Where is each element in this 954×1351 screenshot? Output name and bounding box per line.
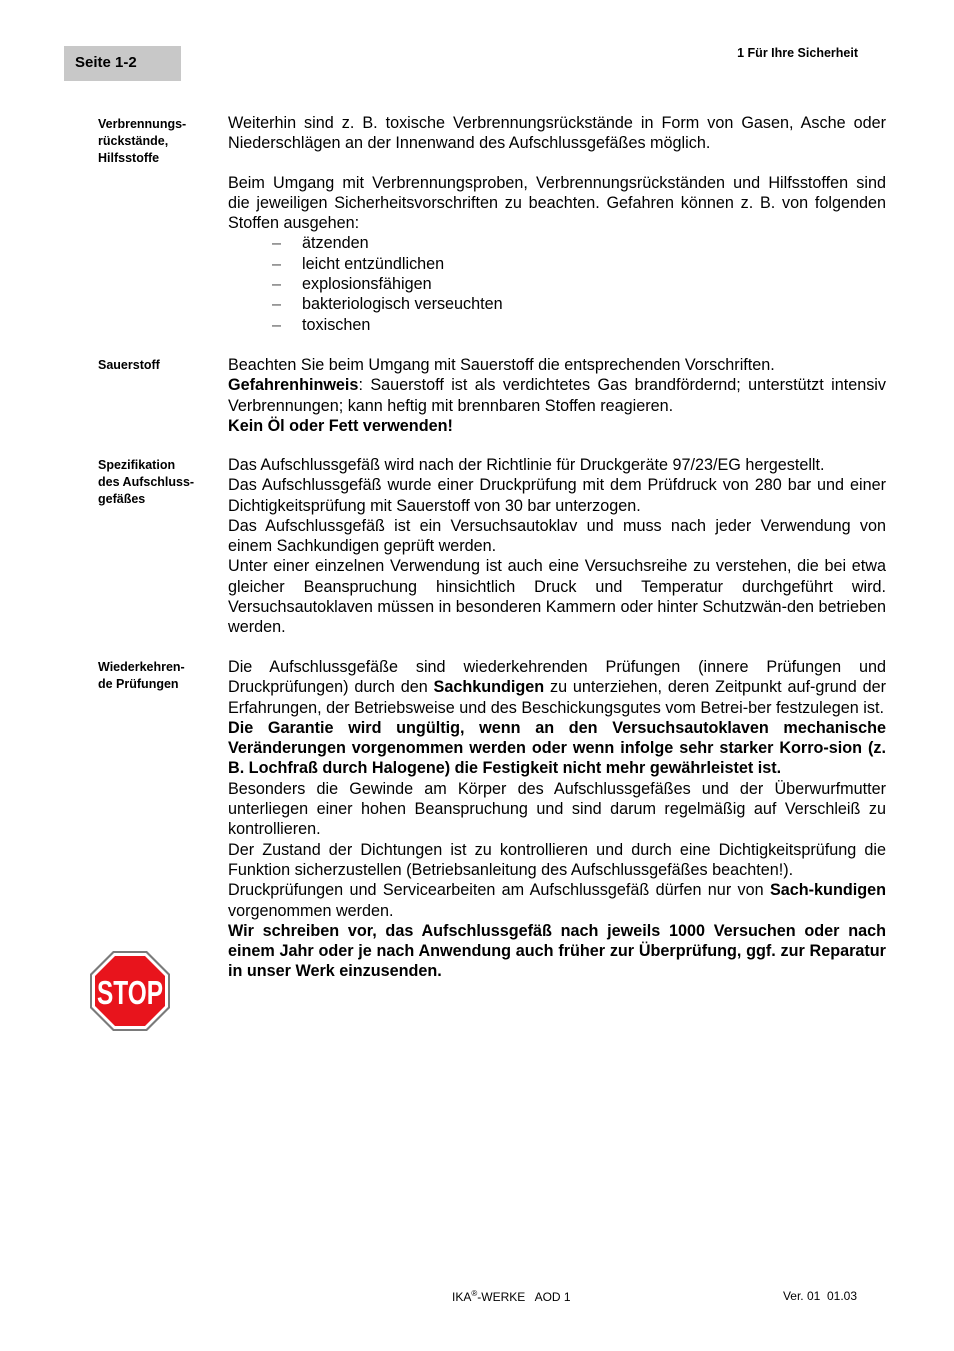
stop-sign-text: STOP (97, 974, 163, 1011)
section-oxygen (228, 355, 886, 436)
footer-brand: IKA®-WERKE AOD 1 (452, 1289, 571, 1304)
hazard-note: Gefahrenhinweis: Sauerstoff ist als verdichtetes Gas brandfördernd; unterstützt intensiv Verbrennungen; kann heftig mit brennbaren Stoffen reagieren. (228, 376, 886, 415)
section-label-tests: Wiederkehren- de Prüfungen (98, 660, 185, 691)
section-residues (228, 113, 886, 335)
page-number: Seite 1-2 (75, 54, 137, 71)
dash-bullet: – (272, 254, 282, 273)
chapter-title: 1 Für Ihre Sicherheit (737, 46, 858, 60)
paragraph: Druckprüfungen und Servicearbeiten am Aufschlussgefäß dürfen nur von Sach-kundigen vorgenommen werden. (228, 881, 886, 920)
list-item: – explosionsfähigen (272, 275, 432, 294)
section-spec (228, 455, 886, 638)
hazard-list (228, 233, 886, 334)
dash-bullet: – (272, 275, 282, 294)
dash-bullet: – (272, 234, 282, 253)
paragraph: Die Aufschlussgefäße sind wiederkehrenden Prüfungen (innere Prüfungen und Druckprüfungen) durch den Sachkundigen zu unterziehen, deren Zeitpunkt auf-grund der Erfahrungen, der Betriebsweise und des Beschickungsgutes vom Betrei-ber festzulegen ist. (228, 658, 886, 717)
paragraph: Weiterhin sind z. B. toxische Verbrennungsrückstände in Form von Gasen, Asche oder Niederschlägen an der Innenwand des Aufschlussgefäßes möglich. (228, 114, 886, 153)
paragraph: Beim Umgang mit Verbrennungsproben, Verbrennungsrückständen und Hilfsstoffen sind die jeweiligen Sicherheitsvorschriften zu beachten. Gefahren können z. B. von folgenden Stoffen ausgehen: (228, 173, 886, 233)
paragraph: Das Aufschlussgefäß wurde einer Druckprüfung mit dem Prüfdruck von 280 bar und einer Dichtigkeitsprüfung mit Sauerstoff von 30 bar unterzogen. (228, 476, 886, 515)
page-number-tab (64, 46, 181, 81)
list-item: – toxischen (272, 315, 371, 334)
paragraph: Beachten Sie beim Umgang mit Sauerstoff die entsprechenden Vorschriften. (228, 356, 775, 374)
dash-bullet: – (272, 315, 282, 334)
oil-warning: Kein Öl oder Fett verwenden! (228, 416, 453, 435)
paragraph: Besonders die Gewinde am Körper des Aufschlussgefäßes und der Überwurfmutter unterliegen einer hohen Beanspruchung und sind darum regelmäßig auf Verschleiß zu kontrollieren. (228, 779, 886, 839)
footer-version: Ver. 01 01.03 (782, 1289, 857, 1303)
section-label-spec: Spezifikation des Aufschluss- gefäßes (98, 458, 195, 506)
stop-sign-icon (89, 950, 171, 1032)
list-item: – bakteriologisch verseuchten (272, 295, 503, 314)
section-tests (228, 657, 886, 982)
paragraph: Unter einer einzelnen Verwendung ist auch eine Versuchsreihe zu verstehen, die bei etwa gleicher Beanspruchung hinsichtlich Druck und Temperatur durchgeführt wird. Versuchsautoklaven müssen in besonderen Kammern oder hinter Schutzwän-den betrieben werden. (228, 557, 886, 637)
section-label-residues: Verbrennungs- rückstände, Hilfsstoffe (98, 117, 187, 165)
list-item: – leicht entzündlichen (272, 254, 445, 273)
dash-bullet: – (272, 295, 282, 314)
paragraph: Der Zustand der Dichtungen ist zu kontrollieren und durch eine Dichtigkeitsprüfung die Funktion sicherzustellen (Betriebsanleitung des Aufschlussgefäßes beachten!). (228, 840, 886, 879)
list-item: – ätzenden (272, 234, 369, 253)
inspection-requirement: Wir schreiben vor, das Aufschlussgefäß nach jeweils 1000 Versuchen oder nach einem Jahr oder je nach Anwendung auch früher zur Überprüfung, ggf. zur Reparatur in unser Werk einzusenden. (228, 921, 886, 981)
warranty-warning: Die Garantie wird ungültig, wenn an den Versuchsautoklaven mechanische Veränderungen vorgenommen werden oder wenn infolge sehr starker Korro-sion (z. B. Lochfraß durch Halogene) die Festigkeit nicht mehr gewährleistet ist. (228, 718, 886, 778)
section-label-oxygen: Sauerstoff (98, 358, 160, 372)
paragraph: Das Aufschlussgefäß ist ein Versuchsautoklav und muss nach jeder Verwendung von einem Sachkundigen geprüft werden. (228, 516, 886, 556)
paragraph: Das Aufschlussgefäß wird nach der Richtlinie für Druckgeräte 97/23/EG hergestellt. (228, 456, 825, 474)
